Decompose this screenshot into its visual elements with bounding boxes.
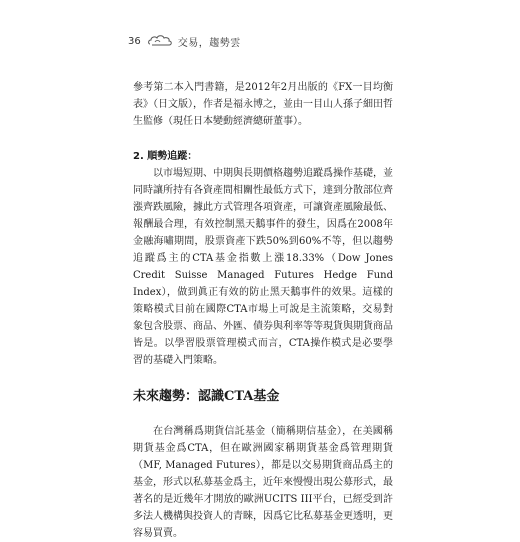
running-header [128, 32, 241, 50]
page-number: 36 [128, 35, 141, 47]
paragraph-reference-book: 參考第二本入門書籍，是2012年2月出版的《FX一目均衡表》（日文版），作者是福永博之，並由一目山人孫子細田哲生監修（現任日本變動經濟總研董事）。 [133, 82, 393, 127]
paragraph-cta-fund: 在台灣稱爲期貨信託基金（簡稱期信基金），在美國稱期貨基金爲CTA，但在歐洲國家稱期貨基金爲管理期貨（MF, Managed Futures），都是以交易期貨商品爲主的基金，形式以私募基金爲主，近年來慢慢出現公募形式，最著名的是近幾年才開放的歐洲UCITS III平台，已經受到許多法人機構與投資人的青睞，因爲它比私募基金更透明，更容易買賣。 [133, 426, 393, 539]
cloud-icon [147, 34, 173, 48]
chapter-heading: 未來趨勢：認識CTA基金 [133, 389, 280, 404]
running-title: 交易，趨勢雲 [177, 37, 241, 49]
page-body [133, 79, 393, 542]
paragraph-trend-following: 以市場短期、中期與長期價格趨勢追蹤爲操作基礎，並同時讓所持有各資產間相關性最低方式下，達到分散部位齊漲齊跌風險，據此方式管理各項資產，可讓資產風險最低、報酬最合理，有效控制黑天鵝事件的發生，因爲在2008年金融海嘯期間，股票資產下跌50%到60%不等，但以趨勢追蹤爲主的CTA基金指數上漲18.33%（Dow Jones Credit Suisse Managed Futures Hedge Fund Index），做到眞正有效的防止黑天鵝事件的效果。這樣的策略模式目前在國際CTA市場上可說是主流策略，交易對象包含股票、商品、外匯、債券與利率等等現貨與期貨商品皆是。以學習股票管理模式而言，CTA操作模式是必要學習的基礎入門策略。 [133, 168, 393, 366]
section-title-trend-following: 2. 順勢追蹤： [133, 151, 198, 162]
